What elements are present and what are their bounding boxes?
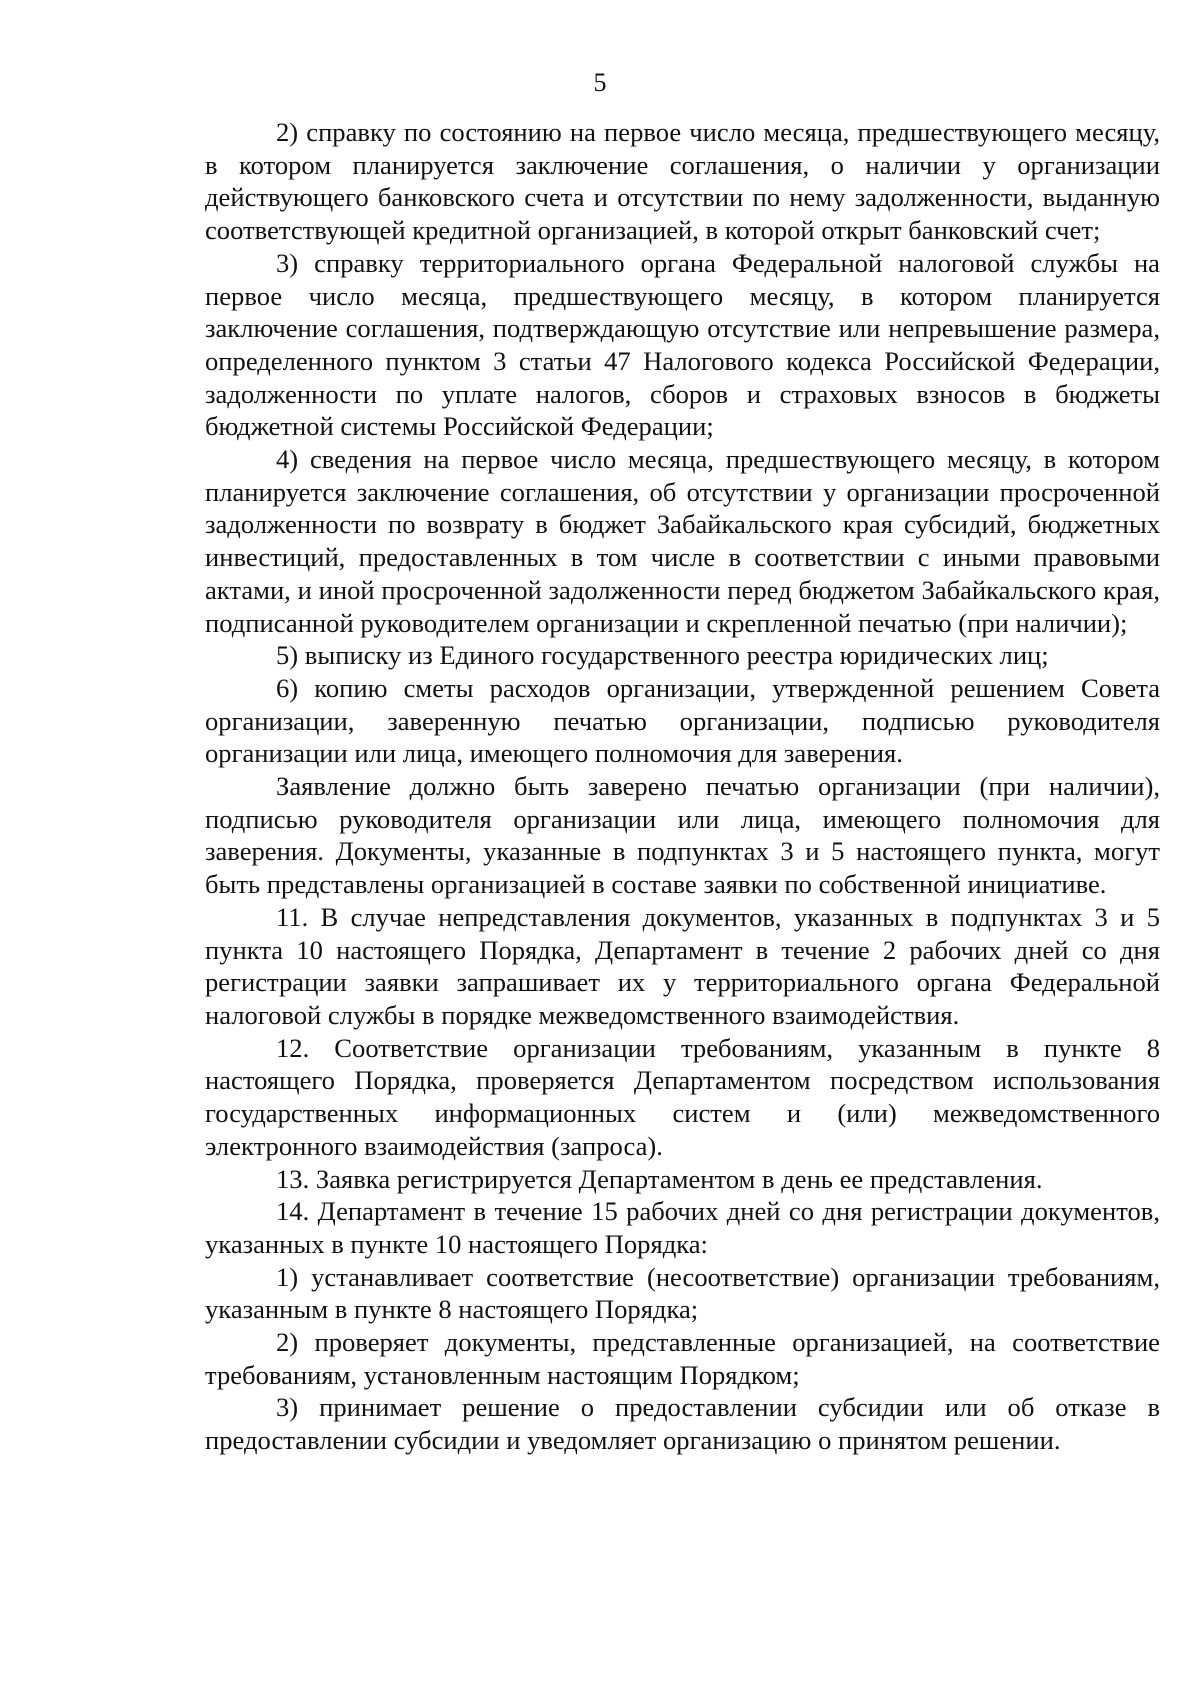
paragraph-clause-11: 11. В случае непредставления документов, указанных в подпунктах 3 и 5 пункта 10 настоящего Порядка, Департамент в течение 2 рабочих дней со дня регистрации заявки запрашивает их у территориального органа Федеральной налоговой службы в порядке межведомственного взаимодействия.	[205, 901, 1160, 1030]
paragraph-item-4-debt-info: 4) сведения на первое число месяца, предшествующего месяцу, в котором планируется заключение соглашения, об отсутствии у организации просроченной задолженности по возврату в бюджет Забайкальского края субсидий, бюджетных инвестиций, предоставленных в том числе в соответствии с иными правовыми актами, и иной просроченной задолженности перед бюджетом Забайкальского края, подписанной руководителем организации и скрепленной печатью (при наличии);	[205, 444, 1160, 638]
paragraph-item-3-tax-certificate: 3) справку территориального органа Федеральной налоговой службы на первое число месяца, предшествующего месяцу, в котором планируется заключение соглашения, подтверждающую отсутствие или непревышение размера, определенного пунктом 3 статьи 47 Налогового кодекса Российской Федерации, задолженности по уплате налогов, сборов и страховых взносов в бюджеты бюджетной системы Российской Федерации;	[205, 247, 1160, 442]
paragraph-clause-14-item-1: 1) устанавливает соответствие (несоответствие) организации требованиям, указанным в пункте 8 настоящего Порядка;	[205, 1261, 1160, 1325]
paragraph-item-5-register-extract: 5) выписку из Единого государственного реестра юридических лиц;	[276, 640, 1049, 671]
paragraph-item-6-cost-estimate: 6) копию сметы расходов организации, утвержденной решением Совета организации, заверенную печатью организации, подписью руководителя организации или лица, имеющего полномочия для заверения.	[205, 672, 1160, 769]
paragraph-item-2-bank-certificate: 2) справку по состоянию на первое число месяца, предшествующего месяцу, в котором планируется заключение соглашения, о наличии у организации действующего банковского счета и отсутствии по нему задолженности, выданную соответствующей кредитной организацией, в которой открыт банковский счет;	[205, 117, 1160, 246]
document-body	[205, 116, 1160, 1457]
paragraph-clause-14: 14. Департамент в течение 15 рабочих дней со дня регистрации документов, указанных в пункте 10 настоящего Порядка:	[205, 1196, 1160, 1259]
page-number: 5	[593, 68, 607, 97]
paragraph-clause-12: 12. Соответствие организации требованиям, указанным в пункте 8 настоящего Порядка, проверяется Департаментом посредством использования государственных информационных систем и (или) межведомственного электронного взаимодействия (запроса).	[205, 1032, 1160, 1161]
paragraph-application-certification: Заявление должно быть заверено печатью организации (при наличии), подписью руководителя организации или лица, имеющего полномочия для заверения. Документы, указанные в подпунктах 3 и 5 настоящего пункта, могут быть представлены организацией в составе заявки по собственной инициативе.	[205, 771, 1160, 900]
paragraph-clause-13: 13. Заявка регистрируется Департаментом в день ее представления.	[276, 1163, 1043, 1194]
paragraph-clause-14-item-2: 2) проверяет документы, представленные организацией, на соответствие требованиям, установленным настоящим Порядком;	[205, 1327, 1160, 1390]
paragraph-clause-14-item-3: 3) принимает решение о предоставлении субсидии или об отказе в предоставлении субсидии и уведомляет организацию о принятом решении.	[205, 1392, 1160, 1456]
